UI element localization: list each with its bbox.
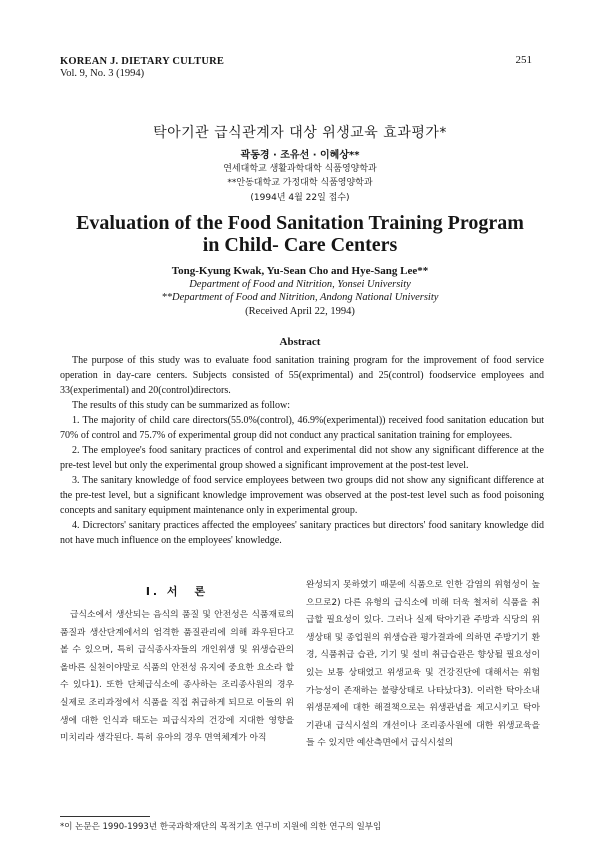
body-paragraph: 급식소에서 생산되는 음식의 품질 및 안전성은 식품재료의 품질과 생산단계에서의 엄격한 품질관리에 의해 좌우된다고 볼 수 있으며, 특히 급식종사자들의 개인위생 및 위생습관의 올바른 실천이야말로 식품의 안전성 유지에 중요한 요소라 할 수 있다1). 또한 단체급식소에 종사하는 조리종사원의 경우 실제로 조리과정에서 식품을 직접 취급하게 되므로 이들의 위생에 대한 인식과 태도는 피급식자의 건강에 지대한 영향을 미치리라 생각된다. 특히 유아의 경우 면역체계가 아직 [60,610,294,744]
korean-title: 탁아기관 급식관계자 대상 위생교육 효과평가* [153,125,447,141]
english-title-line-2: in Child- Care Centers [202,234,398,256]
footnote: *이 논문은 1990-1993년 한국과학재단의 목적기초 연구비 지원에 의한 연구의 일부임 [60,822,382,832]
section-heading: I. 서 론 [145,585,209,598]
english-authors: Tong-Kyung Kwak, Yu-Sean Cho and Hye-Sang Lee** [171,265,429,277]
abstract-paragraph: 4. Dicrectors' sanitary practices affected the employees' sanitary practices but directors' food sanitary knowledge did not have much influence on the employees' knowledge. [60,520,544,546]
body-column-right [306,577,540,753]
abstract-paragraph: 1. The majority of child care directors(55.0%(control), 46.9%(experimental)) received food sanitation education but 70% of control and 75.7% of experimental group did not conduct any practical sanitation training for employees. [60,415,544,441]
abstract-paragraph: The purpose of this study was to evaluate food sanitation training program for the improvement of food service operation in day-care centers. Subjects consisted of 55(exprimental) and 25(control) foodservice employees and 33(experimental) and 20(control)directors. [60,355,544,396]
abstract-paragraph: 2. The employee's food sanitary practices of control and experimental did not show any significant difference at the pre-test level but only the experimental group showed a significant improvement at the post-test level. [60,445,544,471]
english-title [0,212,600,256]
abstract-body [60,353,544,548]
journal-header [60,56,224,79]
korean-affiliation-1: 연세대학교 생활과학대학 식품영양학과 [223,164,377,174]
abstract-paragraph: 3. The sanitary knowledge of food service employees between two groups did not show any significant difference at the pre-test level, but a significant knowledge improvement was observed at the post-test level such as food poisoning concepts and sanitary equipment maintenance only in experimental group. [60,475,544,516]
body-column-left [60,607,294,748]
journal-volume: Vol. 9, No. 3 (1994) [60,68,145,79]
abstract-heading: Abstract [279,336,321,348]
korean-affiliation-2: **안동대학교 가정대학 식품영양학과 [227,178,373,188]
english-received-date: (Received April 22, 1994) [245,306,355,317]
footnote-divider [60,816,150,817]
korean-authors: 곽동경 · 조유선 · 이혜상** [240,150,360,161]
english-affiliation-1: Department of Food and Nitrition, Yonsei University [189,279,411,290]
page-number: 251 [515,54,532,66]
korean-received-date: (1994년 4월 22일 접수) [250,193,350,203]
english-affiliation-2: **Department of Food and Nitrition, Andong National University [161,292,439,303]
english-title-line-1: Evaluation of the Food Sanitation Training Program [76,212,524,234]
journal-name: KOREAN J. DIETARY CULTURE [60,56,225,67]
abstract-paragraph: The results of this study can be summarized as follow: [72,400,291,411]
body-paragraph: 완성되지 못하였기 때문에 식품으로 인한 감염의 위험성이 높으므로2) 다른 유형의 급식소에 비해 더욱 철저히 식품을 취급할 필요성이 있다. 그러나 실제 탁아기관 주방과 식당의 위생상태 및 종업원의 위생습관 평가결과에 의하면 주방기기 환경, 식품취급 습관, 기기 및 설비 취급습관은 향상될 필요성이 있는 보통 상태였고 위생교육 및 건강진단에 대해서는 위험 가능성이 존재하는 불량상태로 나타났다3). 이러한 탁아소내 위생문제에 대한 해결책으로는 위생관념을 제고시키고 탁아기관내 급식시설의 개선이나 조리종사원에 대한 위생교육을 들 수 있지만 예산측면에서 급식시설의 [306,580,540,749]
